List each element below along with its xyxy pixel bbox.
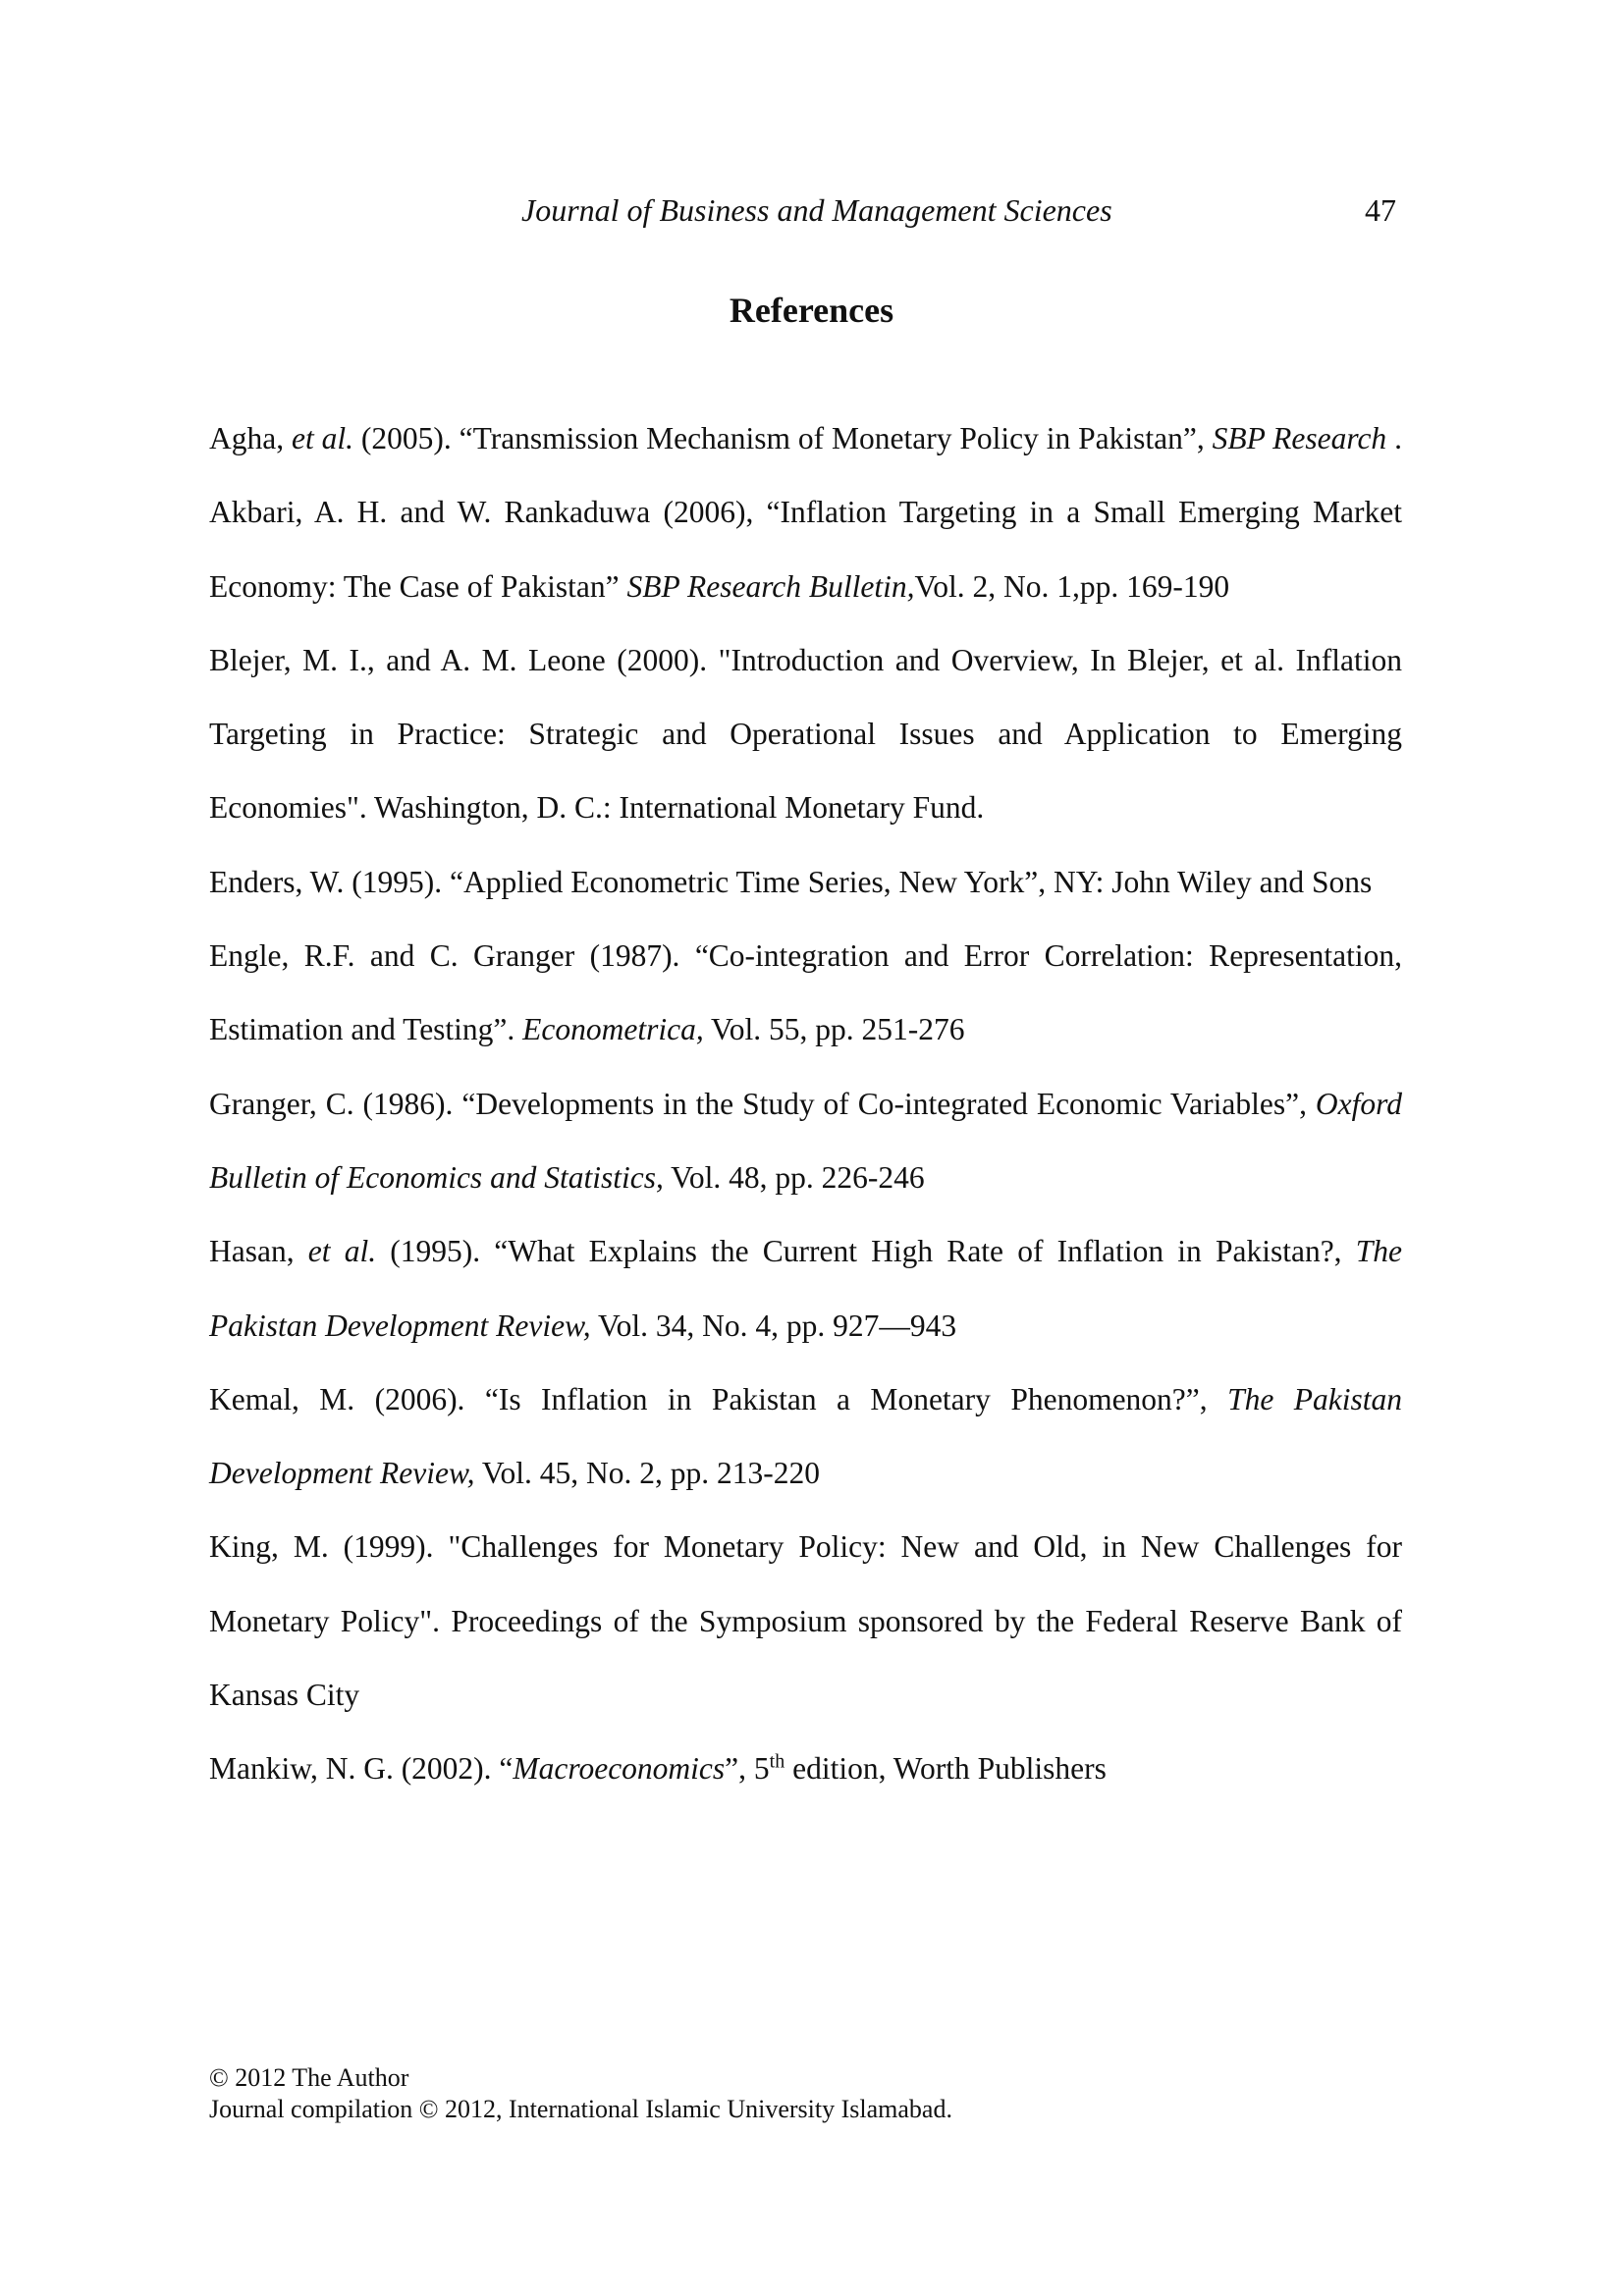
reference-italic: et al. bbox=[307, 1234, 377, 1269]
compilation-line: Journal compilation © 2012, International Islamic University Islamabad. bbox=[209, 2095, 952, 2123]
reference-text: Engle, R.F. and C. Granger (1987). “Co-integration and Error Correlation: Representation, Estimation and Testing”. bbox=[209, 938, 1402, 1047]
page-number: 47 bbox=[1365, 192, 1396, 228]
reference-item bbox=[209, 1510, 1402, 1732]
reference-item bbox=[209, 1067, 1402, 1215]
reference-text: Hasan, bbox=[209, 1234, 308, 1269]
reference-text: . bbox=[1386, 421, 1402, 455]
reference-item bbox=[209, 845, 1402, 919]
reference-item bbox=[209, 401, 1402, 475]
journal-title: Journal of Business and Management Sciences bbox=[521, 192, 1112, 228]
reference-text: (1995). “What Explains the Current High Rate of Inflation in Pakistan?, bbox=[376, 1234, 1356, 1269]
reference-text: ”, 5 bbox=[725, 1751, 770, 1787]
reference-italic: Macroeconomics bbox=[513, 1751, 726, 1787]
reference-text: King, M. (1999). "Challenges for Monetary Policy: New and Old, in New Challenges for Monetary Policy". Proceedings of the Symposium sponsored by the Federal Reserve Bank of Kansas City bbox=[209, 1529, 1402, 1713]
reference-text: edition, Worth Publishers bbox=[784, 1751, 1107, 1787]
reference-item bbox=[209, 919, 1402, 1067]
reference-text: Vol. 55, pp. 251-276 bbox=[703, 1012, 965, 1047]
reference-text: Vol. 2, No. 1,pp. 169-190 bbox=[914, 568, 1230, 604]
reference-italic: SBP Research Bulletin, bbox=[626, 568, 915, 604]
reference-item bbox=[209, 1214, 1402, 1362]
reference-text: Mankiw, N. G. (2002). “ bbox=[209, 1751, 514, 1787]
reference-list bbox=[209, 401, 1402, 1806]
reference-item bbox=[209, 475, 1402, 623]
reference-item bbox=[209, 623, 1402, 845]
reference-text: (2005). “Transmission Mechanism of Monetary Policy in Pakistan”, bbox=[352, 421, 1213, 455]
reference-text: Vol. 48, pp. 226-246 bbox=[663, 1159, 925, 1195]
page-footer bbox=[209, 2062, 952, 2125]
reference-superscript: th bbox=[769, 1750, 785, 1773]
reference-italic: The Pakistan Development Review, bbox=[209, 1381, 1402, 1491]
copyright-line: © 2012 The Author bbox=[209, 2063, 409, 2092]
reference-text: Blejer, M. I., and A. M. Leone (2000). "Introduction and Overview, In Blejer, et al. Inflation Targeting in Practice: Strategic and Operational Issues and Application to Emerging Economies". Washington, D. C.: International Monetary Fund. bbox=[209, 642, 1402, 826]
reference-text: Kemal, M. (2006). “Is Inflation in Pakistan a Monetary Phenomenon?”, bbox=[209, 1381, 1228, 1416]
reference-italic: et al. bbox=[291, 421, 353, 455]
reference-italic: Oxford Bulletin of Economics and Statistics, bbox=[209, 1086, 1402, 1195]
reference-text: Vol. 34, No. 4, pp. 927—943 bbox=[590, 1308, 957, 1343]
reference-italic: The Pakistan Development Review, bbox=[209, 1234, 1402, 1343]
reference-text: Akbari, A. H. and W. Rankaduwa (2006), “Inflation Targeting in a Small Emerging Market Economy: The Case of Pakistan” bbox=[209, 495, 1402, 604]
reference-item bbox=[209, 1362, 1402, 1511]
section-heading: References bbox=[729, 291, 894, 330]
reference-text: Vol. 45, No. 2, pp. 213-220 bbox=[474, 1456, 821, 1491]
reference-text: Agha, bbox=[209, 421, 292, 455]
reference-text: Granger, C. (1986). “Developments in the Study of Co-integrated Economic Variables”, bbox=[209, 1086, 1316, 1121]
reference-italic: Econometrica, bbox=[522, 1012, 704, 1047]
reference-item bbox=[209, 1732, 1402, 1805]
reference-italic: SBP Research bbox=[1212, 421, 1387, 455]
reference-text: Enders, W. (1995). “Applied Econometric Time Series, New York”, NY: John Wiley and Sons bbox=[209, 864, 1373, 899]
